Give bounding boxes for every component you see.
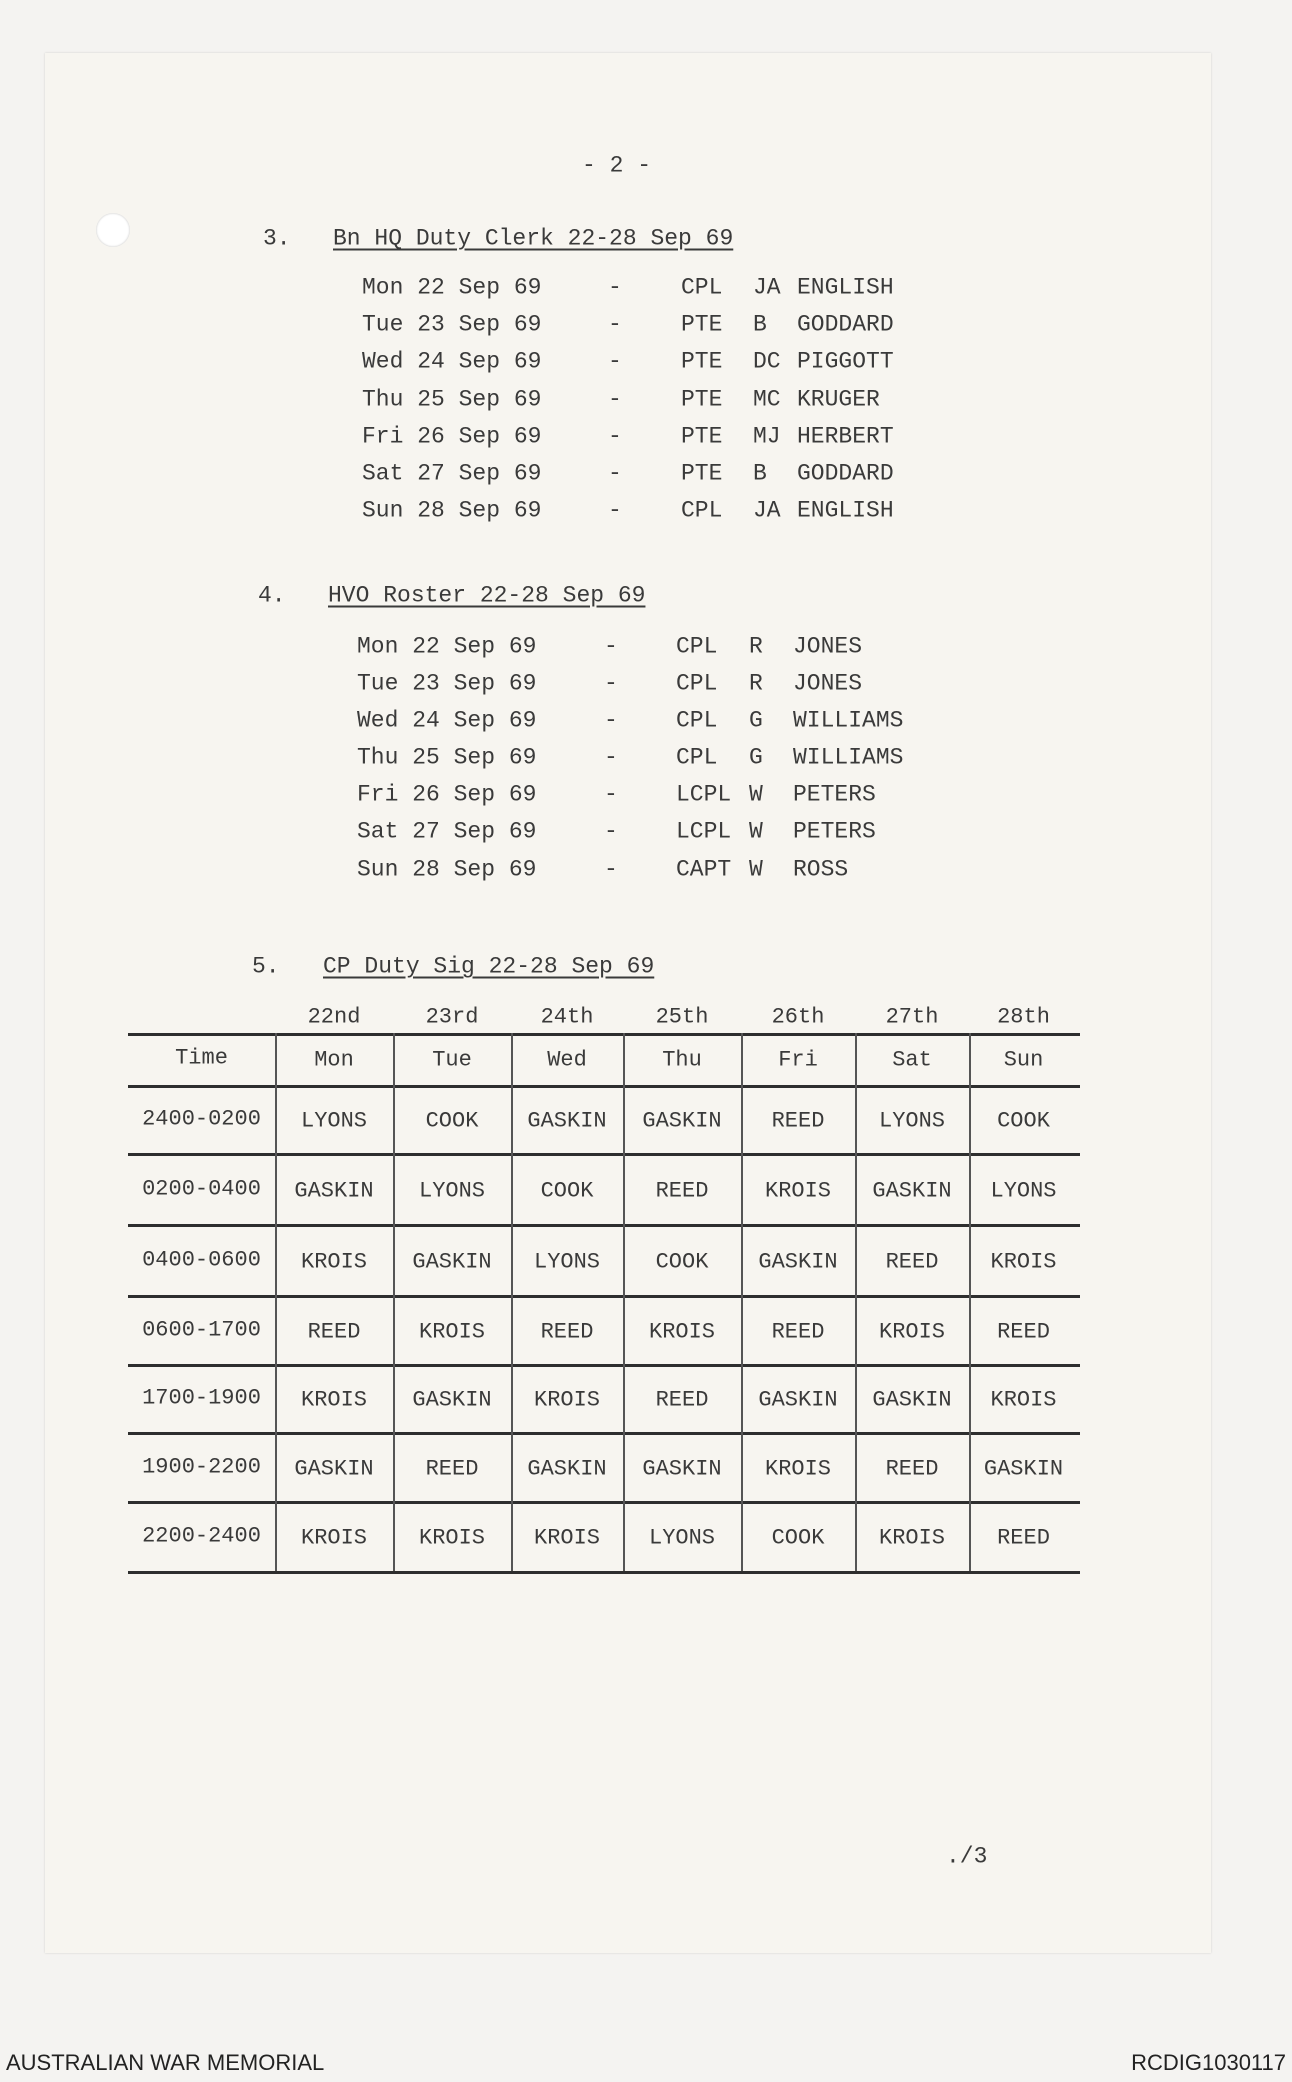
duty-cell: KROIS — [300, 1249, 368, 1274]
duty-cell: KROIS — [764, 1178, 832, 1203]
time-slot: 0600-1700 — [142, 1317, 261, 1342]
duty-cell: KROIS — [764, 1456, 832, 1481]
table-column-divider — [969, 1033, 971, 1571]
duty-cell: COOK — [540, 1178, 594, 1203]
dash-separator: - — [604, 856, 618, 883]
roster-initials: W — [749, 781, 763, 808]
duty-cell: KROIS — [878, 1319, 946, 1344]
roster-name: WILLIAMS — [793, 707, 904, 734]
dash-separator: - — [604, 633, 618, 660]
roster-date: Thu 25 Sep 69 — [362, 386, 542, 413]
section-5-number: 5. — [252, 953, 280, 980]
date-header: 25th — [655, 1004, 709, 1030]
table-column-divider — [741, 1033, 743, 1571]
time-slot: 1700-1900 — [142, 1385, 261, 1411]
table-rule — [128, 1033, 1080, 1036]
time-slot: 0200-0400 — [142, 1176, 261, 1201]
dash-separator: - — [608, 497, 622, 524]
roster-rank: CPL — [676, 670, 718, 697]
section-3-number: 3. — [263, 225, 291, 252]
duty-cell: KROIS — [648, 1319, 716, 1344]
roster-initials: MC — [753, 386, 781, 413]
roster-initials: W — [749, 856, 763, 883]
day-header: Wed — [547, 1047, 587, 1073]
day-header: Mon — [314, 1047, 354, 1073]
dash-separator: - — [608, 348, 622, 375]
roster-rank: LCPL — [676, 781, 732, 808]
document-page — [45, 53, 1211, 1953]
duty-cell: GASKIN — [527, 1456, 607, 1481]
roster-date: Tue 23 Sep 69 — [362, 311, 542, 338]
date-header: 28th — [997, 1004, 1050, 1030]
duty-cell: COOK — [425, 1108, 479, 1134]
roster-initials: JA — [753, 497, 781, 524]
time-slot: 0400-0600 — [142, 1247, 261, 1272]
roster-initials: MJ — [753, 423, 781, 450]
duty-cell: GASKIN — [642, 1456, 722, 1481]
roster-rank: CPL — [681, 497, 723, 524]
duty-cell: REED — [425, 1456, 479, 1481]
duty-cell: KROIS — [990, 1249, 1057, 1274]
table-rule — [128, 1364, 1080, 1367]
duty-cell: KROIS — [300, 1525, 368, 1551]
duty-cell: GASKIN — [294, 1456, 374, 1481]
continuation-marker: ./3 — [946, 1843, 988, 1870]
dash-separator: - — [608, 311, 622, 338]
duty-cell: COOK — [655, 1249, 709, 1274]
dash-separator: - — [608, 460, 622, 487]
roster-name: GODDARD — [797, 460, 894, 487]
time-slot: 2400-0200 — [142, 1106, 261, 1132]
duty-cell: KROIS — [878, 1525, 946, 1551]
date-header: 23rd — [425, 1004, 479, 1030]
roster-date: Wed 24 Sep 69 — [357, 707, 537, 734]
table-column-divider — [275, 1033, 277, 1571]
section-4-title: HVO Roster 22-28 Sep 69 — [328, 582, 646, 609]
duty-cell: KROIS — [418, 1525, 486, 1551]
dash-separator: - — [604, 707, 618, 734]
roster-name: PETERS — [793, 818, 876, 845]
roster-name: JONES — [793, 633, 863, 660]
table-rule — [128, 1432, 1080, 1435]
roster-name: PIGGOTT — [797, 348, 894, 375]
date-header: 27th — [885, 1004, 939, 1030]
time-header: Time — [175, 1045, 228, 1071]
roster-initials: B — [753, 460, 767, 487]
roster-rank: PTE — [681, 460, 723, 487]
table-rule — [128, 1153, 1080, 1156]
table-column-divider — [511, 1033, 513, 1571]
duty-cell: LYONS — [990, 1178, 1057, 1203]
roster-rank: LCPL — [676, 818, 732, 845]
roster-initials: R — [749, 633, 763, 660]
duty-cell: GASKIN — [872, 1178, 952, 1203]
section-3-title: Bn HQ Duty Clerk 22-28 Sep 69 — [333, 225, 734, 252]
dash-separator: - — [604, 670, 618, 697]
duty-cell: REED — [997, 1319, 1050, 1344]
duty-cell: REED — [655, 1178, 709, 1203]
duty-cell: GASKIN — [642, 1108, 722, 1134]
dash-separator: - — [604, 744, 618, 771]
table-rule — [128, 1224, 1080, 1227]
roster-date: Thu 25 Sep 69 — [357, 744, 537, 771]
duty-cell: GASKIN — [412, 1249, 492, 1274]
date-header: 22nd — [307, 1004, 361, 1030]
roster-rank: CAPT — [676, 856, 732, 883]
roster-initials: G — [749, 707, 763, 734]
duty-cell: LYONS — [533, 1249, 601, 1274]
dash-separator: - — [604, 781, 618, 808]
duty-cell: KROIS — [300, 1387, 368, 1413]
roster-name: GODDARD — [797, 311, 894, 338]
roster-rank: PTE — [681, 348, 723, 375]
duty-cell: REED — [885, 1249, 939, 1274]
roster-initials: W — [749, 818, 763, 845]
page-number: - 2 - — [582, 152, 652, 179]
roster-date: Mon 22 Sep 69 — [357, 633, 537, 660]
duty-cell: GASKIN — [758, 1387, 838, 1413]
duty-cell: GASKIN — [758, 1249, 838, 1274]
day-header: Fri — [778, 1047, 818, 1073]
duty-cell: REED — [771, 1108, 825, 1134]
roster-name: JONES — [793, 670, 863, 697]
roster-date: Wed 24 Sep 69 — [362, 348, 542, 375]
roster-name: PETERS — [793, 781, 876, 808]
day-header: Sat — [892, 1047, 932, 1073]
roster-rank: CPL — [676, 633, 718, 660]
duty-cell: COOK — [771, 1525, 825, 1551]
roster-name: ROSS — [793, 856, 849, 883]
roster-rank: PTE — [681, 386, 723, 413]
time-slot: 1900-2200 — [142, 1454, 261, 1479]
duty-cell: KROIS — [418, 1319, 486, 1344]
roster-date: Tue 23 Sep 69 — [357, 670, 537, 697]
roster-initials: DC — [753, 348, 781, 375]
table-column-divider — [393, 1033, 395, 1571]
roster-name: WILLIAMS — [793, 744, 904, 771]
table-rule — [128, 1571, 1080, 1574]
table-rule — [128, 1085, 1080, 1088]
table-column-divider — [623, 1033, 625, 1571]
roster-date: Fri 26 Sep 69 — [362, 423, 542, 450]
duty-cell: KROIS — [533, 1525, 601, 1551]
dash-separator: - — [608, 386, 622, 413]
roster-rank: PTE — [681, 423, 723, 450]
roster-initials: B — [753, 311, 767, 338]
footer-id: RCDIG1030117 — [1131, 2050, 1286, 2075]
day-header: Thu — [662, 1047, 702, 1073]
duty-cell: REED — [885, 1456, 939, 1481]
duty-cell: REED — [540, 1319, 594, 1344]
duty-cell: REED — [307, 1319, 361, 1344]
table-rule — [128, 1501, 1080, 1504]
duty-cell: KROIS — [533, 1387, 601, 1413]
roster-date: Sat 27 Sep 69 — [362, 460, 542, 487]
duty-cell: KROIS — [990, 1387, 1057, 1413]
roster-date: Fri 26 Sep 69 — [357, 781, 537, 808]
footer-source: AUSTRALIAN WAR MEMORIAL — [6, 2050, 325, 2075]
time-slot: 2200-2400 — [142, 1523, 261, 1549]
roster-name: HERBERT — [797, 423, 894, 450]
duty-cell: GASKIN — [412, 1387, 492, 1413]
date-header: 26th — [771, 1004, 825, 1030]
duty-cell: REED — [997, 1525, 1050, 1551]
date-header: 24th — [540, 1004, 594, 1030]
section-5-title: CP Duty Sig 22-28 Sep 69 — [323, 953, 655, 980]
roster-date: Mon 22 Sep 69 — [362, 274, 542, 301]
roster-name: KRUGER — [797, 386, 880, 413]
duty-cell: LYONS — [418, 1178, 486, 1203]
table-rule — [128, 1295, 1080, 1298]
duty-cell: REED — [655, 1387, 709, 1413]
duty-cell: GASKIN — [983, 1456, 1064, 1481]
table-column-divider — [855, 1033, 857, 1571]
roster-initials: G — [749, 744, 763, 771]
duty-cell: GASKIN — [527, 1108, 607, 1134]
roster-name: ENGLISH — [797, 497, 894, 524]
duty-cell: LYONS — [878, 1108, 946, 1134]
duty-cell: GASKIN — [872, 1387, 952, 1413]
roster-date: Sun 28 Sep 69 — [357, 856, 537, 883]
duty-cell: REED — [771, 1319, 825, 1344]
roster-rank: PTE — [681, 311, 723, 338]
duty-cell: GASKIN — [294, 1178, 374, 1203]
roster-name: ENGLISH — [797, 274, 894, 301]
duty-cell: LYONS — [648, 1525, 716, 1551]
duty-cell: COOK — [997, 1108, 1050, 1134]
roster-rank: CPL — [676, 707, 718, 734]
day-header: Tue — [432, 1047, 472, 1073]
roster-initials: JA — [753, 274, 781, 301]
dash-separator: - — [608, 423, 622, 450]
roster-date: Sat 27 Sep 69 — [357, 818, 537, 845]
day-header: Sun — [1003, 1047, 1044, 1073]
duty-cell: LYONS — [300, 1108, 368, 1134]
roster-date: Sun 28 Sep 69 — [362, 497, 542, 524]
roster-rank: CPL — [676, 744, 718, 771]
dash-separator: - — [608, 274, 622, 301]
punch-hole — [96, 213, 130, 247]
roster-initials: R — [749, 670, 763, 697]
roster-rank: CPL — [681, 274, 723, 301]
dash-separator: - — [604, 818, 618, 845]
section-4-number: 4. — [258, 582, 286, 609]
